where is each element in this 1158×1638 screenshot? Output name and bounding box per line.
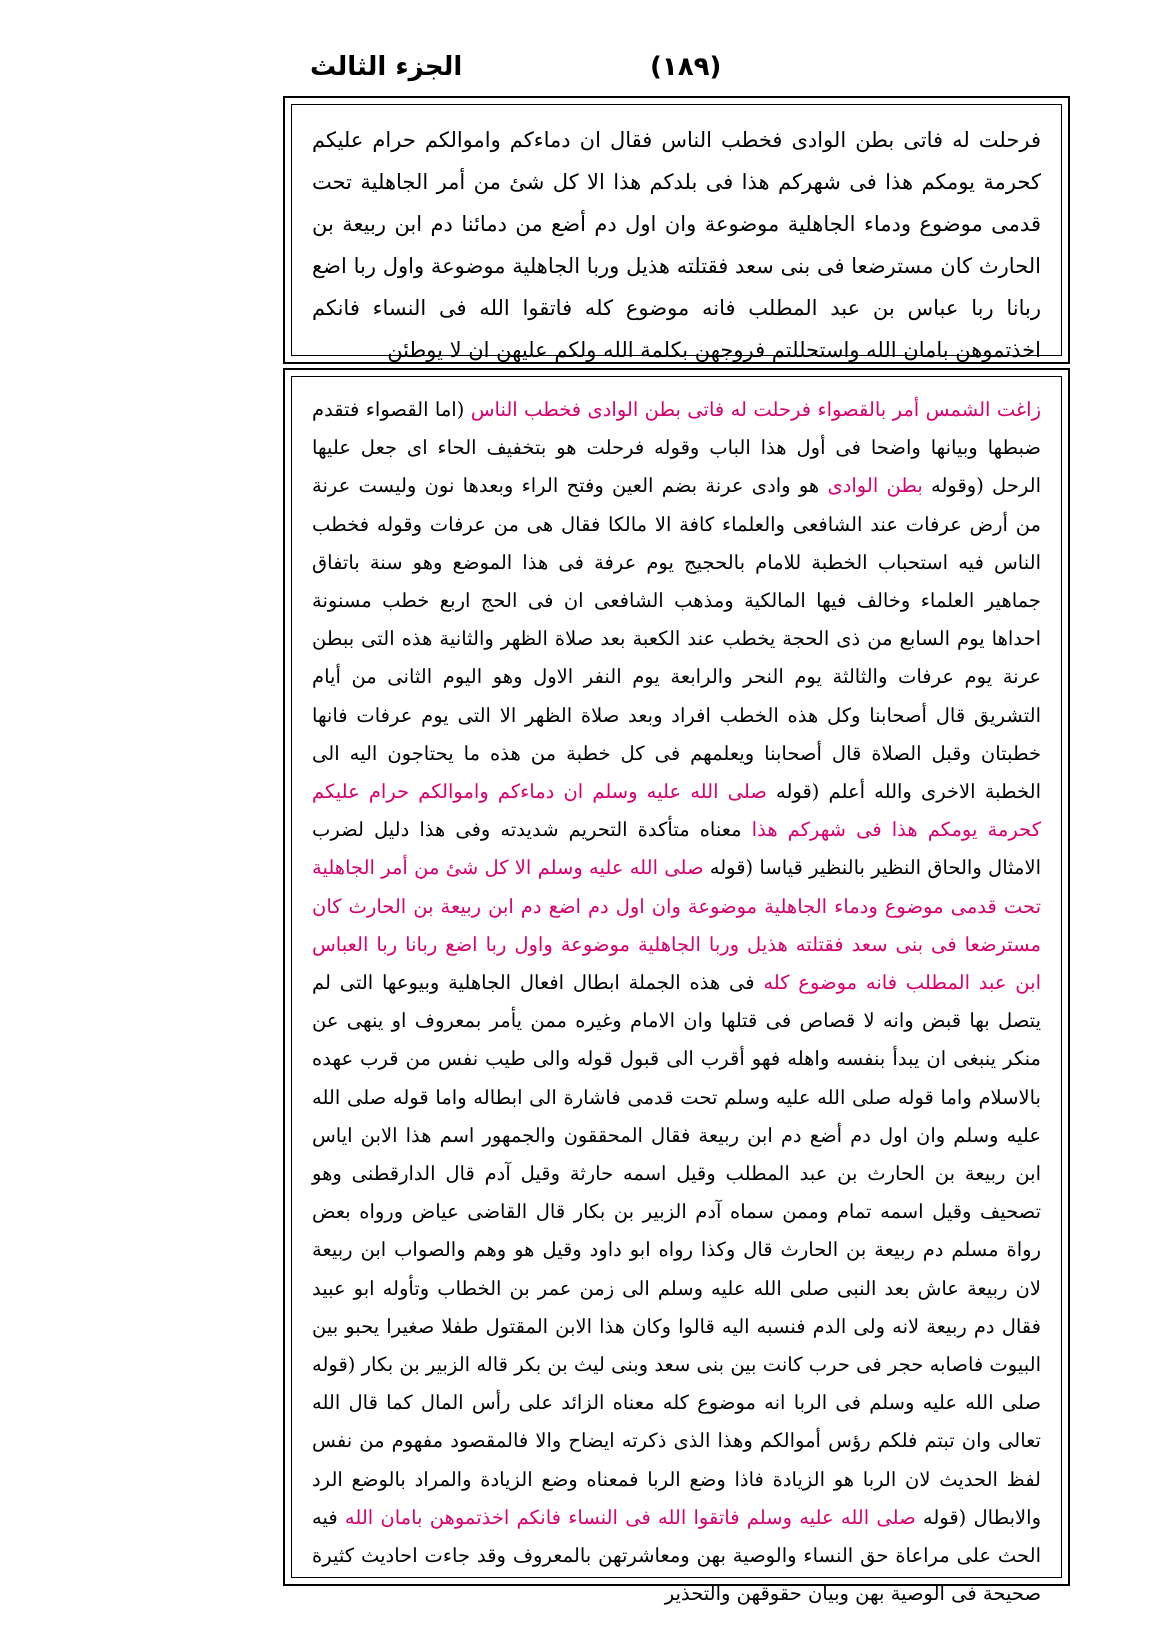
matn-inner-border — [291, 104, 1062, 362]
part-label: الجزء الثالث — [310, 52, 463, 82]
quoted-hadith-segment: صلى الله عليه وسلم الا كل شئ من أمر الجاهلية تحت قدمى موضوع ودماء الجاهلية موضوعة وان اول دم اضع دم ابن ربيعة بن الحارث كان مسترضعا فى بنى سعد فقتلته هذيل وربا الجاهلية موضوعة واول ربا اضع ربانا ربا العباس ابن عبد المطلب فانه موضوع كله — [312, 856, 1041, 995]
sharh-text — [312, 391, 1041, 1614]
sharh-inner-border — [291, 376, 1062, 1606]
matn-box — [283, 96, 1070, 364]
quoted-hadith-segment: صلى الله عليه وسلم ان دماءكم واموالكم حرام عليكم كحرمة يومكم هذا فى شهركم هذا — [312, 780, 1041, 842]
commentary-segment: فيه الحث على مراعاة حق النساء والوصية بهن ومعاشرتهن بالمعروف وقد جاءت احاديث كثيرة صحيحة فى الوصية بهن وبيان حقوقهن والتحذير — [312, 1505, 1041, 1606]
page-header — [290, 46, 1090, 92]
quoted-hadith-segment: بطن الوادى — [827, 474, 923, 498]
commentary-segment: هو وادى عرنة بضم العين وفتح الراء وبعدها نون وليست عرنة من أرض عرفات عند الشافعى والعلماء كافة الا مالكا فقال هى من عرفات وقوله فخطب الناس فيه استحباب الخطبة للامام بالحجيج يوم عرفة فى هذا الموضع وهو سنة باتفاق جماهير العلماء وخالف فيها المالكية ومذهب الشافعى ان فى الحج اربع خطب مسنونة احداها يوم السابع من ذى الحجة يخطب عند الكعبة بعد صلاة الظهر والثانية هذه التى ببطن عرنة يوم عرفات والثالثة يوم النحر والرابعة يوم النفر الاول وهو اليوم الثانى من أيام التشريق قال أصحابنا وكل هذه الخطب افراد وبعد صلاة الظهر الا التى يوم عرفات فانها خطبتان وقبل الصلاة قال أصحابنا ويعلمهم فى كل خطبة من هذه ما يحتاجون اليه الى الخطبة الاخرى والله أعلم (قوله — [312, 474, 1041, 804]
commentary-segment: (اما القصواء فتقدم ضبطها وبيانها واضحا فى أول هذا الباب وقوله فرحلت هو بتخفيف الحاء اى جعل عليها الرحل (وقوله — [312, 398, 1041, 498]
quoted-hadith-segment: زاغت الشمس أمر بالقصواء فرحلت له فاتى بطن الوادى فخطب الناس — [470, 398, 1042, 421]
commentary-segment: معناه متأكدة التحريم شديدته وفى هذا دليل لضرب الامثال والحاق النظير بالنظير قياسا (قوله — [312, 818, 1041, 880]
sharh-box — [283, 368, 1070, 1606]
quoted-hadith-segment: صلى الله عليه وسلم فاتقوا الله فى النساء فانكم اخذتموهن بامان الله — [344, 1505, 916, 1529]
commentary-segment: فى هذه الجملة ابطال افعال الجاهلية وبيوعها التى لم يتصل بها قبض وانه لا قصاص فى قتلها وان الامام وغيره ممن يأمر بمعروف او ينهى عن منكر ينبغى ان يبدأ بنفسه واهله فهو أقرب الى قبول قوله والى طيب نفس من قرب عهده بالاسلام واما قوله صلى الله عليه وسلم تحت قدمى فاشارة الى ابطاله واما قوله صلى الله عليه وسلم وان اول دم أضع دم ابن ربيعة فقال المحققون والجمهور اسم هذا الابن اياس ابن ربيعة بن الحارث بن عبد المطلب وقيل اسمه حارثة وقيل آدم قال الدارقطنى وهو تصحيف وقيل اسمه تمام وممن سماه آدم الزبير بن بكار قال القاضى عياض ورواه بعض رواة مسلم دم ربيعة بن الحارث قال وكذا رواه ابو داود وقيل هو وهم والصواب ابن ربيعة لان ربيعة عاش بعد النبى صلى الله عليه وسلم الى زمن عمر بن الخطاب وتأوله ابو عبيد فقال دم ربيعة لانه ولى الدم فنسبه اليه قالوا وكان هذا الابن المقتول طفلا صغيرا يحبو بين البيوت فاصابه حجر فى حرب كانت بين بنى سعد وبنى ليث بن بكر قاله الزبير بن بكار (قوله صلى الله عليه وسلم فى الربا انه موضوع كله معناه الزائد على رأس المال كما قال الله تعالى وان تبتم فلكم رؤس أموالكم وهذا الذى ذكرته ايضاح والا فالمقصود مفهوم من نفس لفظ الحديث لان الربا هو الزيادة فاذا وضع الربا فمعناه وضع الزيادة والمراد بالوضع الرد والابطال (قوله — [312, 971, 1042, 1529]
page-number: (١٨٩) — [650, 52, 722, 82]
matn-text: فرحلت له فاتى بطن الوادى فخطب الناس فقال ان دماءكم واموالكم حرام عليكم كحرمة يومكم هذا فى شهركم هذا فى بلدكم هذا الا كل شئ من أمر الجاهلية تحت قدمى موضوع ودماء الجاهلية موضوعة وان اول دم أضع من دمائنا دم ابن ربيعة بن الحارث كان مسترضعا فى بنى سعد فقتلته هذيل وربا الجاهلية موضوعة واول ربا اضع ربانا ربا عباس بن عبد المطلب فانه موضوع كله فاتقوا الله فى النساء فانكم اخذتموهن بامان الله واستحللتم فروجهن بكلمة الله ولكم عليهن ان لا يوطئن — [312, 128, 1041, 362]
